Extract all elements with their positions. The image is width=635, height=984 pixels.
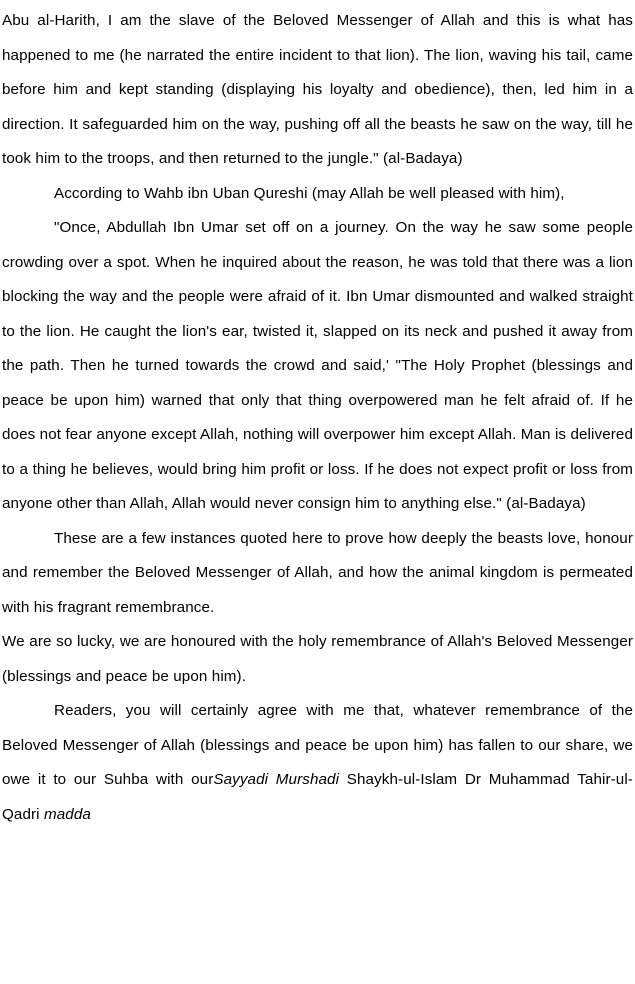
paragraph-lion-narration [2,4,633,177]
text-run: These are a few instances quoted here to prove how deeply the beasts love, honour and remember the Beloved Messenger of Allah, and how the animal kingdom is permeated with his fragrant remembrance. [2,529,633,616]
paragraph-wahb-attribution [2,177,633,212]
text-run: According to Wahb ibn Uban Qureshi (may Allah be well pleased with him), [54,184,565,202]
paragraph-ibn-umar-story [2,211,633,522]
text-run-italic-madda: madda [43,805,91,823]
text-run: We are so lucky, we are honoured with the holy remembrance of Allah's Beloved Messenger (blessings and peace be upon him). [2,633,633,685]
paragraph-instances-conclusion [2,522,633,626]
text-run: Abu al-Harith, I am the slave of the Beloved Messenger of Allah and this is what has happened to me (he narrated the entire incident to that lion). The lion, waving his tail, came before him and kept standing (displaying his loyalty and obedience), then, led him in a direction. It safeguarded him on the way, pushing off all the beasts he saw on the way, till he took him to the troops, and then returned to the jungle." (al-Badaya) [2,12,633,167]
text-run-italic-sayyadi: Sayyadi Murshadi [213,771,340,788]
text-run: Shaykh-ul-Islam Dr Muhammad Tahir-ul-Qadri [2,771,633,823]
paragraph-lucky [2,625,633,694]
text-run: "Once, Abdullah Ibn Umar set off on a journey. On the way he saw some people crowding over a spot. When he inquired about the reason, he was told that there was a lion blocking the way and the people were afraid of it. Ibn Umar dismounted and walked straight to the lion. He caught the lion's ear, twisted it, slapped on its neck and pushed it away from the path. Then he turned towards the crowd and said,' "The Holy Prophet (blessings and peace be upon him) warned that only that thing overpowered man he felt afraid of. If he does not fear anyone except Allah, nothing will overpower him except Allah. Man is delivered to a thing he believes, would bring him profit or loss. If he does not expect profit or loss from anyone other than Allah, Allah would never consign him to anything else." (al-Badaya) [2,219,633,512]
text-run: Readers, you will certainly agree with me that, whatever remembrance of the Beloved Messenger of Allah (blessings and peace be upon him) has fallen to our share, we owe it to our Suhba with our [2,702,633,788]
paragraph-readers-suhba [2,694,633,832]
